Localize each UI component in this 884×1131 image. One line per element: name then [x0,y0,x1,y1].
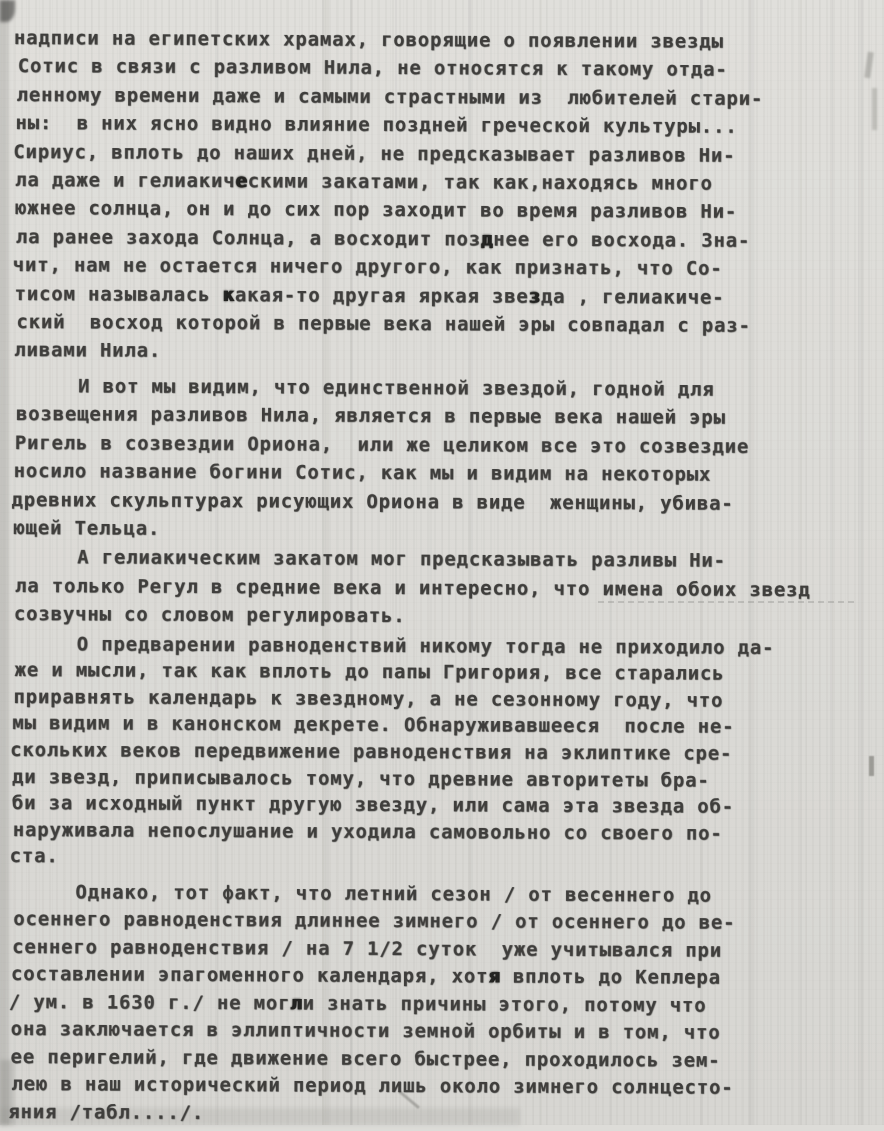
text-line: ла ранее захода Солнца, а восходит позднее его восхода. Зна- [15,225,751,252]
text-line: скольких веков передвижение равноденствия на эклиптике сре- [10,738,733,765]
text-line: приравнять календарь к звездному, а не сезонному году, что [13,685,724,712]
text-line: яния /табл..../. [8,1100,205,1124]
paragraph [13,543,873,633]
text-line: она заключается в эллиптичности земной орбиты и в том, что [10,1018,721,1045]
text-line: Однако, тот факт, что летний сезон / от весеннего до [75,881,712,907]
text-line: ский восход которой в первые века нашей эры совпадал с раз- [16,311,751,337]
text-line: ста. [9,845,59,868]
text-block [10,24,876,1131]
text-line: ны: в них ясно видно влияние поздней греческой культуры... [15,112,738,138]
paragraph [14,24,876,369]
text-line: Сотис в связи с разливом Нила, не относятся к такому отда- [17,55,728,82]
text-line: возвещения разливов Нила, является в первые века нашей эры [15,403,726,430]
text-line: А гелиакическим закатом мог предсказывать разливы Ни- [77,546,726,573]
text-line: ди звезд, приписывалось тому, что древние авторитеты бра- [12,765,710,792]
overstruck-character: е [235,170,248,193]
text-line: тисом называлась какая-то другая яркая звезда , гелиакиче- [14,282,725,309]
text-line: Ригель в созвездии Ориона, или же целиком все это созвездие [14,431,750,458]
text-line: О предварении равноденствий никому тогда не приходило да- [76,632,775,659]
paragraph [10,879,871,1131]
text-line: И вот мы видим, что единственной звездой, годной для [78,375,715,401]
overstruck-character: л [290,992,303,1015]
text-line: же и мысли, так как вплоть до папы Григория, все старались [14,659,725,685]
text-line: / ум. в 1630 г./ не могли знать причины этого, потому что [8,990,707,1017]
text-line: носило название богини Сотис, как мы и видим на некоторых [13,460,712,486]
text-line: би за исходный пункт другую звезду, или сама эта звезда об- [11,792,735,818]
text-line: южнее солнца, он и до сих пор заходит во время разливов Ни- [14,197,738,224]
text-line: ла только Регул в средние века и интересно, что имена обоих звезд [15,574,811,601]
paragraph [9,631,873,875]
text-line: чит, нам не остается ничего другого, как признать, что Со- [12,254,723,280]
text-line: наруживала непослушание и уходила самовольно со своего по- [12,818,723,845]
overstruck-character: к [222,283,235,306]
text-line: ливами Нила. [14,339,162,363]
text-line: составлении эпагоменного календаря, хотя вплоть до Кеплера [10,963,721,990]
text-line: древних скульптурах рисующих Ориона в виде женщины, убива- [11,488,734,515]
text-line: ее перигелий, где движение всего быстрее, проходилось зем- [10,1045,721,1072]
text-line: Сириус, вплоть до наших дней, не предсказывает разливов Ни- [13,140,736,167]
text-line: мы видим и в канонском декрете. Обнаруживавшееся после не- [12,712,735,739]
overstruck-character: д [480,228,494,251]
overstruck-character: з [528,285,541,308]
overstruck-character: я [488,965,501,988]
text-line: надписи на египетских храмах, говорящие о появлении звезды [13,26,724,53]
text-line: ющей Тельца. [13,516,161,540]
text-line: сеннего равноденствия / на 7 1/2 суток уже учитывался при [12,935,723,962]
text-line: лею в наш исторический период лишь около зимнего солнцесто- [11,1073,734,1100]
paragraph [13,372,874,547]
text-line: ла даже и гелиакическими закатами, так как,находясь много [15,169,713,195]
left-edge-shadow [0,0,8,1125]
text-line: осеннего равноденствия длиннее зимнего / от осеннего до ве- [13,908,736,935]
text-line: созвучны со словом регулировать. [13,603,406,628]
smudge-top-left-corner [0,0,15,22]
text-line: ленному времени даже и самыми страстными из любителей стари- [16,83,764,110]
